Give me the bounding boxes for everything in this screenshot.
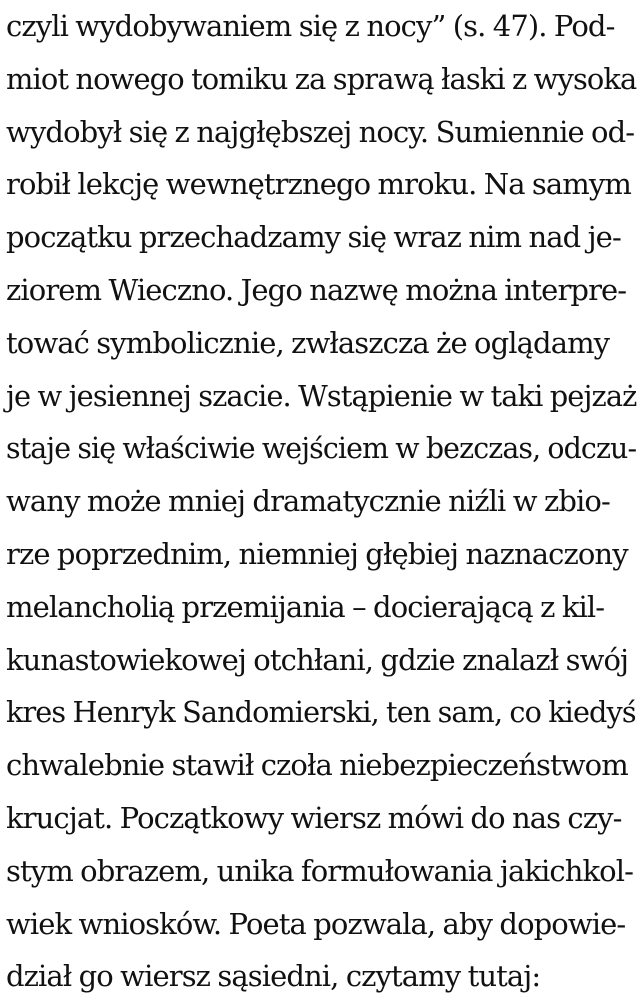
text-line: tować symbolicznie, zwłaszcza że oglądamy — [6, 325, 610, 360]
text-line: stym obrazem, unika formułowania jakichkol- — [6, 853, 634, 888]
text-line: kunastowiekowej otchłani, gdzie znalazł swój — [6, 642, 629, 677]
text-line: krucjat. Początkowy wiersz mówi do nas czy- — [6, 800, 622, 835]
text-line: dział go wiersz sąsiedni, czytamy tutaj: — [6, 959, 541, 994]
text-line: początku przechadzamy się wraz nim nad je- — [6, 220, 621, 255]
body-paragraph — [6, 0, 636, 1003]
text-line: miot nowego tomiku za sprawą łaski z wysoka — [6, 61, 637, 96]
text-line: chwalebnie stawił czoła niebezpieczeństwom — [6, 748, 628, 783]
text-line: staje się właściwie wejściem w bezczas, odczu- — [6, 431, 637, 466]
text-line: wany może mniej dramatycznie niźli w zbio- — [6, 484, 610, 519]
text-line: je w jesiennej szacie. Wstąpienie w taki pejzaż — [6, 378, 637, 413]
text-line: wydobył się z najgłębszej nocy. Sumiennie od- — [6, 114, 635, 149]
text-line: robił lekcję wewnętrznego mroku. Na samym — [6, 167, 631, 202]
text-line: ziorem Wieczno. Jego nazwę można interpre- — [6, 272, 627, 307]
text-line: rze poprzednim, niemniej głębiej naznaczony — [6, 536, 628, 571]
text-line: czyli wydobywaniem się z nocy” (s. 47). Pod- — [6, 9, 615, 43]
text-line: wiek wniosków. Poeta pozwala, aby dopowie- — [6, 906, 626, 941]
text-line: melancholią przemijania – docierającą z kil- — [6, 589, 605, 624]
text-line: kres Henryk Sandomierski, ten sam, co kiedyś — [6, 695, 636, 730]
